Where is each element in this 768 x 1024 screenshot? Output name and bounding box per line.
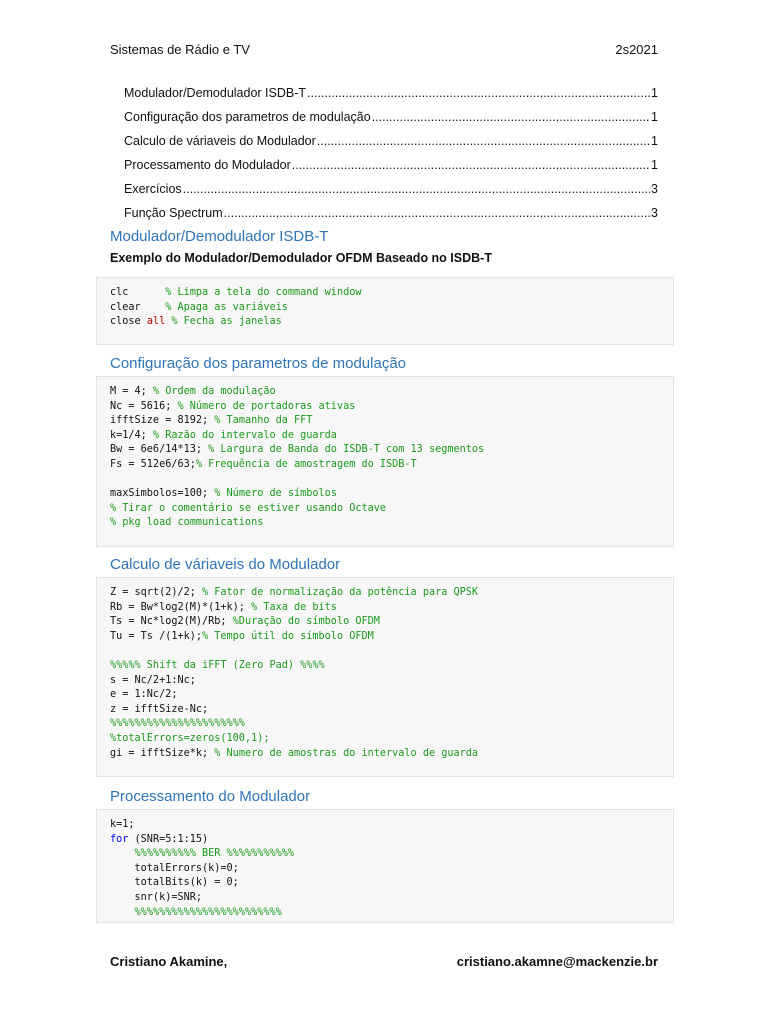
toc-page-number: 3 [651,182,658,196]
code-text: s = Nc/2+1:Nc; [110,674,196,686]
code-comment: % Razão do intervalo de guarda [152,429,337,441]
section-subtitle: Exemplo do Modulador/Demodulador OFDM Baseado no ISDB-T [110,251,492,265]
code-line [110,862,673,877]
code-comment: % Tirar o comentário se estiver usando Octave [110,502,387,514]
semester-label: 2s2021 [615,42,658,57]
toc-item-calculo[interactable] [124,134,658,158]
code-keyword: for [110,833,129,845]
code-text: Z = sqrt(2)/2; [110,587,203,598]
code-line [110,516,673,531]
code-comment: % Limpa a tela do command window [165,287,362,298]
toc-leader-dots [183,182,650,196]
code-text: Bw = 6e6/14*13; [110,444,209,456]
toc-leader-dots [292,158,650,172]
code-text: totalErrors(k)=0; [110,862,239,874]
code-line [110,847,673,862]
code-text: totalBits(k) = 0; [110,877,239,889]
code-line [110,414,673,429]
code-line [110,315,673,330]
toc-item-configuracao[interactable] [124,110,658,134]
code-comment: %%%%%%%%%%%%%%%%%%%%%%%% [134,906,282,918]
code-text: Ts = Nc*log2(M)/Rb; [110,616,233,628]
code-line [110,717,673,732]
code-text: (SNR=5:1:15) [128,833,209,845]
toc-page-number: 1 [651,134,658,148]
toc-page-number: 1 [651,158,658,172]
code-comment: %%%%%%%%%% BER %%%%%%%%%%% [134,848,295,860]
section-heading-configuracao: Configuração dos parametros de modulação [110,355,407,372]
toc-item-title: Função Spectrum [124,206,223,220]
code-comment: % Fecha as janelas [171,316,282,328]
course-title: Sistemas de Rádio e TV [110,42,250,57]
code-line [110,400,673,415]
code-line [110,502,673,517]
code-line [110,833,673,848]
toc-leader-dots [317,134,650,148]
code-comment: %totalErrors=zeros(100,1); [110,732,270,744]
code-block-config [96,376,674,547]
code-comment: %%%%%%%%%%%%%%%%%%%%%% [110,718,245,730]
code-line [110,458,673,473]
code-line [110,732,673,747]
code-line [110,630,673,645]
toc-leader-dots [372,110,650,124]
code-text: z = ifftSize-Nc; [110,703,209,715]
code-text: snr(k)=SNR; [110,891,203,903]
code-comment: % Taxa de bits [251,601,337,613]
code-line [110,286,673,301]
code-line [110,301,673,316]
section-heading-modulador: Modulador/Demodulador ISDB-T [110,228,329,245]
toc-leader-dots [224,206,650,220]
toc-item-spectrum[interactable] [124,206,658,230]
code-comment: % Largura de Banda do ISDB-T com 13 segmentos [208,444,485,456]
code-comment: % Frequência de amostragem do ISDB-T [195,458,417,470]
code-text [110,907,135,918]
toc-item-modulador[interactable] [124,86,658,110]
code-text: k=1/4; [110,429,153,441]
code-comment: %%%%% Shift da iFFT (Zero Pad) %%%% [110,659,325,671]
author-name: Cristiano Akamine, [110,954,228,969]
section-heading-processamento: Processamento do Modulador [110,788,311,805]
code-line [110,443,673,458]
toc-page-number: 1 [651,110,658,124]
code-comment: % Número de símbolos [214,488,337,500]
code-line [110,674,673,689]
code-text: maxSimbolos=100; [110,488,215,500]
code-text: clear [110,301,166,313]
code-line [110,703,673,718]
toc-item-title: Exercícios [124,182,182,196]
code-text: M = 4; [110,386,153,397]
section-heading-calculo: Calculo de váriaveis do Modulador [110,556,341,573]
code-line [110,659,673,674]
code-comment: % Tempo útil do símbolo OFDM [202,630,374,642]
code-comment: % Numero de amostras do intervalo de guarda [214,747,479,759]
code-text: close [110,316,147,328]
code-line [110,385,673,400]
code-line [110,688,673,703]
code-text: gi = ifftSize*k; [110,747,215,759]
code-block-init [96,277,674,345]
toc-leader-dots [307,86,650,100]
code-line [110,644,673,659]
code-block-processamento [96,809,674,923]
toc-item-title: Processamento do Modulador [124,158,291,172]
code-keyword: all [146,316,166,328]
code-text: e = 1:Nc/2; [110,689,178,701]
table-of-contents [124,86,658,230]
toc-item-title: Configuração dos parametros de modulação [124,110,371,124]
toc-page-number: 3 [651,206,658,220]
toc-item-title: Modulador/Demodulador ISDB-T [124,86,307,100]
code-line [110,586,673,601]
code-line [110,906,673,921]
code-line [110,487,673,502]
code-line [110,747,673,762]
author-email[interactable]: cristiano.akamne@mackenzie.br [456,954,658,969]
code-text: k=1; [110,819,135,830]
code-text: ifftSize = 8192; [110,415,215,427]
code-line [110,473,673,488]
toc-item-processamento[interactable] [124,158,658,182]
code-line [110,615,673,630]
toc-page-number: 1 [651,86,658,100]
code-line [110,891,673,906]
code-text: Rb = Bw*log2(M)*(1+k); [110,601,252,613]
code-line [110,818,673,833]
code-text [110,848,135,859]
code-text: Fs = 512e6/63; [110,458,196,470]
code-comment: % Ordem da modulação [152,386,276,397]
code-comment: % Número de portadoras ativas [177,400,356,412]
toc-item-title: Calculo de váriaveis do Modulador [124,134,316,148]
toc-item-exercicios[interactable] [124,182,658,206]
code-comment: % Fator de normalização da potência para QPSK [202,587,479,598]
code-comment: %Duração do símbolo OFDM [232,616,380,628]
code-comment: % Apaga as variáveis [165,301,288,313]
page-header [110,42,658,60]
page-footer [110,954,658,972]
code-line [110,601,673,616]
code-line [110,429,673,444]
code-text: Tu = Ts /(1+k); [110,630,203,642]
code-text: Nc = 5616; [110,400,178,412]
code-comment: % Tamanho da FFT [214,415,313,427]
code-comment: % pkg load communications [110,517,264,529]
code-text: clc [110,287,166,298]
code-line [110,876,673,891]
code-block-calculo [96,577,674,777]
